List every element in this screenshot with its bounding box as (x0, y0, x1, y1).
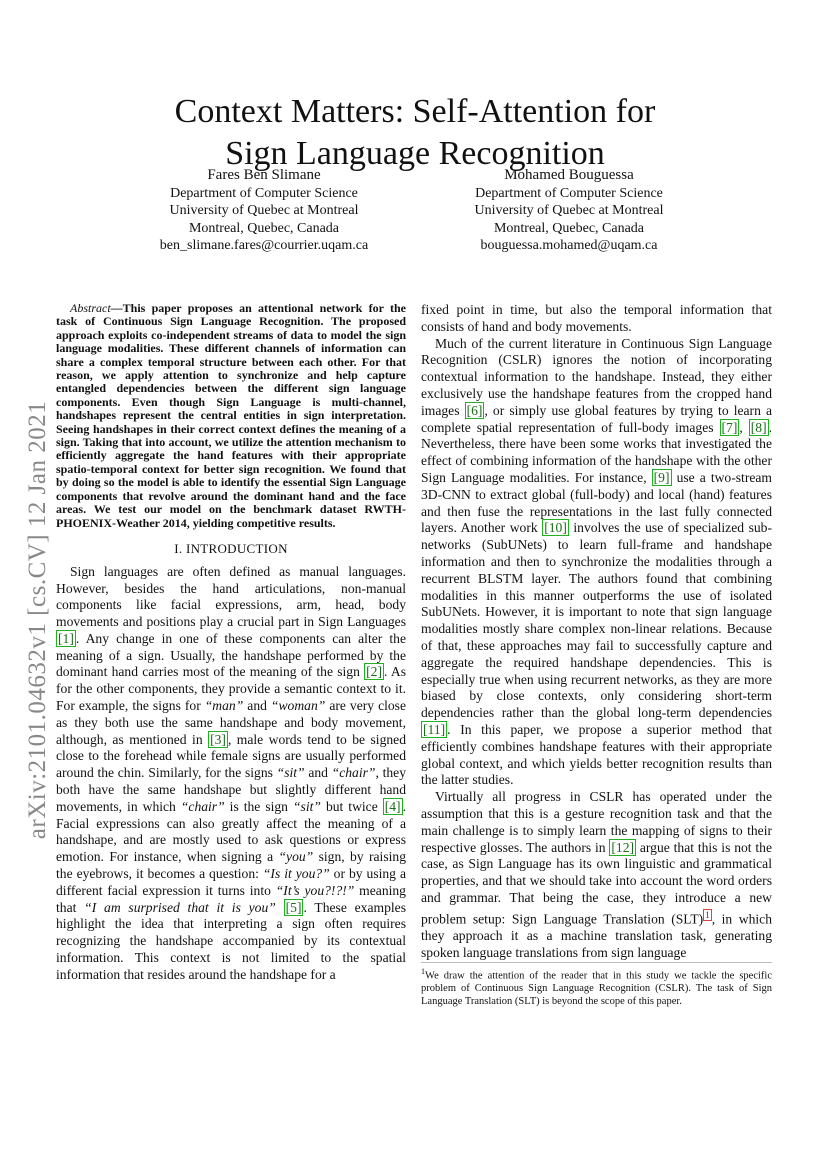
author-university: University of Quebec at Montreal (474, 203, 664, 218)
intro-paragraph-3 (421, 789, 772, 962)
author-block-1 (124, 167, 404, 255)
text-span: , (739, 419, 749, 435)
footnote-number: 1 (421, 967, 425, 976)
title-line-2: Sign Language Recognition (225, 134, 605, 172)
text-span: and (243, 698, 271, 714)
text-span (276, 900, 284, 915)
quoted-term: “Is it you?” (262, 866, 330, 882)
abstract-lead: Abstract (70, 301, 111, 315)
author-department: Department of Computer Science (170, 185, 358, 201)
text-span: Virtually all progress in CSLR has operated under the assumption that this is a gesture recognition task and that the main challenge is to simply learn the mapping of signs to their respective glosses. The authors in (421, 789, 772, 855)
author-block-2 (429, 167, 709, 255)
paper-title (100, 91, 730, 175)
citation-link[interactable]: [9] (653, 469, 670, 485)
intro-paragraph-1 (56, 564, 406, 984)
intro-paragraph-2 (421, 336, 772, 790)
text-span: are very close as they both use the same handshape and body movement, although, as mentioned in (56, 698, 407, 747)
text-span: sign, by raising the eyebrows, it becomes a question: (56, 849, 406, 882)
citation-link[interactable]: [3] (210, 731, 226, 747)
text-span: argue that this is not the case, as Sign Language has its own linguistic and grammatical properties, and that we should take into account the word orders and grammar. That being the case, they introduce a new problem setup: Sign Language Translation (SLT) (421, 839, 772, 927)
abstract (56, 302, 406, 530)
citation-link[interactable]: [8] (750, 419, 767, 435)
text-span: , male words tend to be signed close to the forehead while female signs are usually performed around the chin. Similarly, for the signs (56, 731, 407, 781)
text-span: Much of the current literature in Continuous Sign Language Recognition (CSLR) ignores the notion of incorporating contextual information to the handshape. Instead, they either exclusively use the handshape features from the cropped hand images (421, 335, 772, 418)
text-span: . These examples highlight the idea that interpreting a sign often requires recognizing the handshape accompanied by its contextual information. This context is not limited to the spatial information that resides around the handshape for a (56, 899, 406, 982)
right-column (421, 302, 772, 962)
quoted-term: “chair” (331, 765, 376, 781)
arxiv-identifier-text: arXiv:2101.04632v1 [cs.CV] 12 Jan 2021 (24, 400, 51, 840)
citation-link[interactable]: [7] (721, 419, 738, 435)
citation-link[interactable]: [4] (384, 798, 401, 814)
text-span: meaning that (56, 882, 406, 915)
text-span: , in which they approach it as a machine translation task, generating spoken language translations from sign language (421, 911, 772, 960)
author-location: Montreal, Quebec, Canada (188, 220, 340, 236)
quoted-term: “chair” (180, 798, 225, 814)
text-span: involves the use of specialized sub-networks (SubUNets) to learn full-frame and handshape information and then to synchronize the modalities through a recurrent BLSTM layer. The authors found that combining modalities in this manner outperforms the use of isolated SubUNets. However, it is important to note that sign language modalities mostly share complex non-linear relations. Because of that, these approaches may fail to successfully capture and aggregate the required handshape dependencies. This is especially true when using recurrent networks, as they are more biased by close contexts, only considering short-term dependencies rather than the global long-term dependencies (421, 520, 772, 721)
quoted-term: “It’s you?!?!” (275, 882, 355, 898)
quoted-term: “woman” (270, 698, 326, 714)
author-name: Mohamed Bouguessa (504, 167, 634, 183)
title-line-1: Context Matters: Self-Attention for (174, 92, 656, 130)
text-span: . Any change in one of these components can alter the meaning of a sign. Usually, the handshape performed by the dominant hand carries most of the meaning of the sign (56, 630, 406, 680)
text-span: , they both have the same handshape but slightly different hand movements, in which (56, 765, 406, 814)
author-location: Montreal, Quebec, Canada (493, 220, 645, 236)
text-span: or by using a different facial expression it turns into (56, 866, 406, 898)
text-span: . As for the other components, they provide a semantic context to it. For example, the signs for (56, 664, 407, 714)
quoted-term: “I am surprised that it is you” (84, 899, 276, 915)
citation-link[interactable]: [11] (423, 721, 446, 737)
quoted-term: “sit” (276, 765, 305, 781)
arxiv-identifier (20, 370, 56, 870)
text-span: . In this paper, we propose a superior method that efficiently combines handshape features with their appropriate global context, and which yields better recognition results than the latter studies. (421, 721, 772, 788)
section-heading-introduction: I. INTRODUCTION (174, 540, 288, 556)
author-university: University of Quebec at Montreal (169, 203, 359, 218)
text-span: . Nevertheless, there have been some works that investigated the effect of combining information of the handshape with the other Sign Language modalities. For instance, (421, 419, 773, 485)
text-span: use a two-stream 3D-CNN to extract global (full-body) and local (hand) features and then fuse the representations in the last fully connected layers. Another work (421, 469, 772, 536)
footnote (421, 962, 772, 1008)
author-email[interactable]: ben_slimane.fares@courrier.uqam.ca (159, 238, 369, 253)
author-name: Fares Ben Slimane (207, 167, 321, 183)
intro-paragraph-continued: fixed point in time, but also the temporal information that consists of hand and body movements. (421, 302, 772, 334)
author-email[interactable]: bouguessa.mohamed@uqam.ca (480, 238, 658, 253)
left-column (56, 302, 406, 984)
footnote-marker-link[interactable]: 1 (705, 909, 710, 920)
author-department: Department of Computer Science (475, 185, 663, 201)
citation-link[interactable]: [12] (611, 839, 635, 855)
text-span: and (304, 765, 332, 781)
quoted-term: “you” (278, 849, 314, 865)
citation-link[interactable]: [5] (285, 899, 302, 915)
text-span: but twice (320, 798, 383, 814)
citation-link[interactable]: [2] (366, 664, 383, 680)
text-span: Sign languages are often defined as manual languages. However, besides the hand articulations, non-manual components like facial expressions, arm, head, body movements and positions play a crucial part in Sign Languages (56, 563, 406, 630)
citation-link[interactable]: [1] (58, 630, 74, 646)
text-span: , or simply use global features by trying to learn a complete spatial representation of full-body images (421, 402, 772, 435)
quoted-term: “sit” (292, 798, 321, 814)
text-span: . Facial expressions can also greatly affect the meaning of a handshape, and are mostly used to ask questions or express emotion. For instance, when signing a (56, 798, 406, 865)
citation-link[interactable]: [10] (544, 520, 567, 536)
quoted-term: “man” (204, 698, 244, 714)
citation-link[interactable]: [6] (466, 402, 483, 418)
footnote-text: We draw the attention of the reader that in this study we tackle the specific problem of Continuous Sign Language Recognition (CSLR). The task of Sign Language Translation (SLT) is beyond the scope of this paper. (421, 970, 772, 1007)
abstract-text: —This paper proposes an attentional network for the task of Continuous Sign Language Recognition. The proposed approach exploits co-independent streams of data to model the sign language modalities. These different channels of information can share a complex temporal structure between each other. For that reason, we apply attention to synchronize and help capture entangled dependencies between the different sign language components. Even though Sign Language is multi-channel, handshapes represent the central entities in sign interpretation. Seeing handshapes in their correct context defines the meaning of a sign. Taking that into account, we utilize the attention mechanism to efficiently aggregate the hand features with their appropriate spatio-temporal context for better sign recognition. We found that by doing so the model is able to identify the essential Sign Language components that revolve around the dominant hand and the face areas. We test our model on the benchmark dataset RWTH-PHOENIX-Weather 2014, yielding competitive results. (56, 301, 406, 530)
text-span: is the sign (224, 798, 293, 814)
